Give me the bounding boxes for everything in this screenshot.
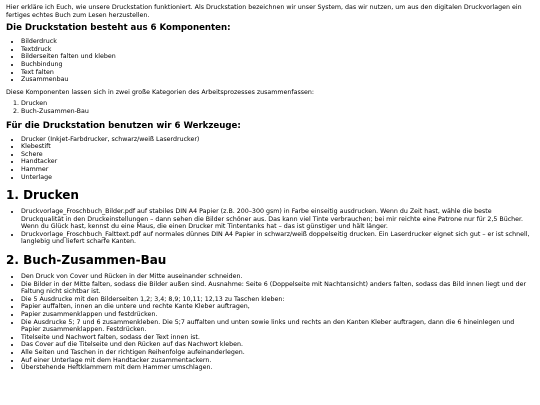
list-item: • Klebestift: [21, 143, 534, 151]
tools-heading: Für die Druckstation benutzen wir 6 Werkzeuge:: [6, 120, 241, 131]
list-item: • Bilderdruck: [21, 38, 534, 46]
list-item: • Druckvorlage_Froschbuch_Bilder.pdf auf stabiles DIN A4 Papier (z.B. 200–300 gsm) in Farbe einseitig ausdrucken. Wenn du Zeit hast, wähle die beste Druckqualität in den Druckeinstellungen – dann sehen die Bilder schöner aus. Das kann viel Tinte verbrauchen; bei mir reichte eine Patrone nur für 2,5 Bücher. Wenn du Glück hast, kennst du eine Maus, die einen Drucker mit Tintentanks hat – das ist günstiger und hält länger.: [21, 208, 534, 231]
list-item: • Hammer: [21, 166, 534, 174]
list-item: • Die Ausdrucke 5; 7 und 6 zusammenkleben. Die 5;7 auffalten und unten sowie links und rechts an den Kanten Kleber auftragen, dann die 6 hineinlegen und Papier zusammenklappen. Festdrücken.: [21, 319, 534, 334]
list-item: • Das Cover auf die Titelseite und den Rücken auf das Nachwort kleben.: [21, 341, 534, 349]
list-item: • Papier auffalten, innen an die untere und rechte Kante Kleber auftragen,: [21, 303, 534, 311]
list-item: • Text falten: [21, 69, 534, 77]
list-item: • Titelseite und Nachwort falten, sodass der Text innen ist.: [21, 334, 534, 342]
list-item: • Die 5 Ausdrucke mit den Bilderseiten 1,2; 3,4; 8,9; 10,11; 12,13 zu Taschen kleben:: [21, 296, 534, 304]
list-item: • Überstehende Heftklammern mit dem Hammer umschlagen.: [21, 364, 534, 372]
tools-list: [6, 136, 534, 182]
list-item: 1. Drucken: [21, 100, 534, 108]
section1-heading: 1. Drucken: [6, 188, 79, 203]
categories-list: [6, 100, 534, 115]
components-list: [6, 38, 534, 84]
list-item: • Auf einer Unterlage mit dem Handtacker zusammentackern.: [21, 357, 534, 365]
list-item: • Textdruck: [21, 46, 534, 54]
components-heading: Die Druckstation besteht aus 6 Komponenten:: [6, 23, 231, 34]
list-item: • Die Bilder in der Mitte falten, sodass die Bilder außen sind. Ausnahme: Seite 6 (Doppelseite mit Nachtansicht) anders falten, sodass das Bild innen liegt und der Faltung nicht sichtbar ist.: [21, 281, 534, 296]
list-item: • Den Druck von Cover und Rücken in der Mitte auseinander schneiden.: [21, 273, 534, 281]
section2-list: [6, 273, 534, 372]
list-item: • Unterlage: [21, 174, 534, 182]
list-item: • Alle Seiten und Taschen in der richtigen Reihenfolge aufeinanderlegen.: [21, 349, 534, 357]
list-item: • Zusammenbau: [21, 76, 534, 84]
section2-heading: 2. Buch-Zusammen-Bau: [6, 253, 167, 268]
list-item: • Papier zusammenklappen und festdrücken.: [21, 311, 534, 319]
section1-list: [6, 208, 534, 246]
list-item: • Bilderseiten falten und kleben: [21, 53, 534, 61]
list-item: • Schere: [21, 151, 534, 159]
list-item: • Druckvorlage_Froschbuch_Falttext.pdf auf normales dünnes DIN A4 Papier in schwarz/weiß doppelseitig drucken. Ein Laserdrucker eignet sich gut – er ist schnell, langlebig und liefert scharfe Kanten.: [21, 231, 534, 246]
intro-paragraph: Hier erkläre ich Euch, wie unsere Druckstation funktioniert. Als Druckstation bezeichnen wir unser System, das wir nutzen, um aus den digitalen Druckvorlagen ein fertiges echtes Buch zum Lesen herzustellen.: [6, 4, 522, 19]
list-item: • Handtacker: [21, 158, 534, 166]
list-item: • Buchbindung: [21, 61, 534, 69]
list-item: 2. Buch-Zusammen-Bau: [21, 108, 534, 116]
list-item: • Drucker (Inkjet-Farbdrucker, schwarz/weiß Laserdrucker): [21, 136, 534, 144]
categories-intro: Diese Komponenten lassen sich in zwei große Kategorien des Arbeitsprozesses zusammenfassen:: [6, 88, 315, 96]
